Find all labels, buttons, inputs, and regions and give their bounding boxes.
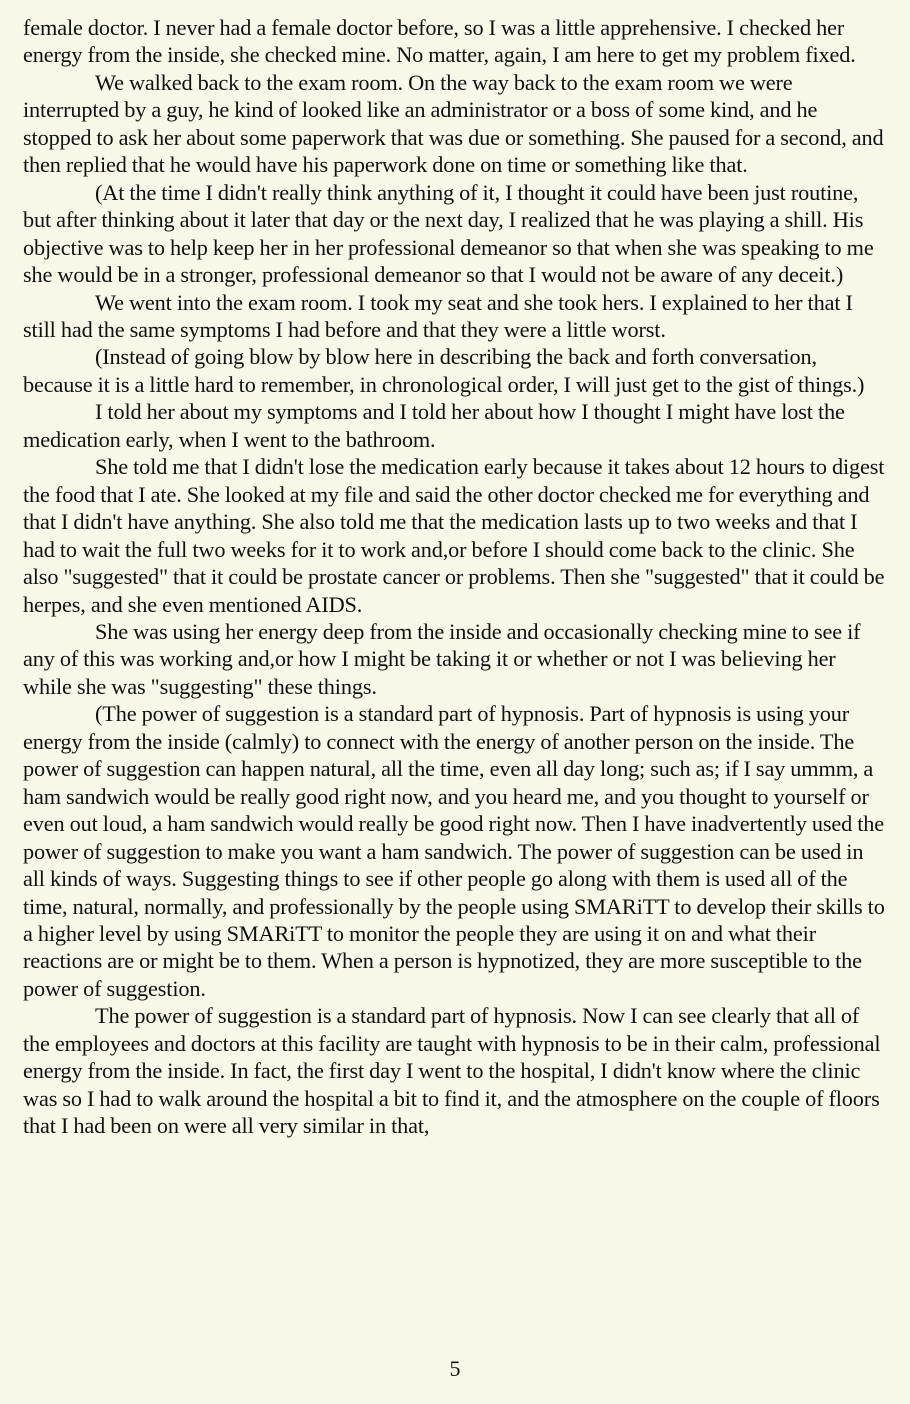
paragraph-2: We walked back to the exam room. On the way back to the exam room we were interrupted by a guy, he kind of looked like an administrator or a boss of some kind, and he stopped to ask her about some paperwork that was due or something. She paused for a second, and then replied that he would have his paperwork done on time or something like that. — [23, 69, 884, 178]
paragraph-3: (At the time I didn't really think anything of it, I thought it could have been just routine, but after thinking about it later that day or the next day, I realized that he was playing a shill. His objective was to help keep her in her professional demeanor so that when she was speaking to me she would be in a stronger, professional demeanor so that I would not be aware of any deceit.) — [23, 179, 874, 288]
paragraph-5: (Instead of going blow by blow here in describing the back and forth conversation, because it is a little hard to remember, in chronological order, I will just get to the gist of things.) — [23, 344, 865, 397]
paragraph-4: We went into the exam room. I took my seat and she took hers. I explained to her that I still had the same symptoms I had before and that they were a little worst. — [23, 289, 853, 342]
paragraph-6: I told her about my symptoms and I told her about how I thought I might have lost the medication early, when I went to the bathroom. — [23, 399, 845, 452]
document-page-body — [23, 14, 889, 1140]
paragraph-8: She was using her energy deep from the inside and occasionally checking mine to see if any of this was working and,or how I might be taking it or whether or not I was believing her while she was "suggesting" these things. — [23, 618, 861, 699]
paragraph-7: She told me that I didn't lose the medication early because it takes about 12 hours to digest the food that I ate. She looked at my file and said the other doctor checked me for everything and that I didn't have anything. She also told me that the medication lasts up to two weeks and that I had to wait the full two weeks for it to work and,or before I should come back to the clinic. She also "suggested" that it could be prostate cancer or problems. Then she "suggested" that it could be herpes, and she even mentioned AIDS. — [23, 454, 885, 617]
paragraph-1: female doctor. I never had a female doctor before, so I was a little apprehensive. I checked her energy from the inside, she checked mine. No matter, again, I am here to get my problem fixed. — [23, 15, 856, 68]
paragraph-9: (The power of suggestion is a standard part of hypnosis. Part of hypnosis is using your energy from the inside (calmly) to connect with the energy of another person on the inside. The power of suggestion can happen natural, all the time, even all day long; such as; if I say ummm, a ham sandwich would be really good right now, and you heard me, and you thought to yourself or even out loud, a ham sandwich would really be good right now. Then I have inadvertently used the power of suggestion to make you want a ham sandwich. The power of suggestion can be used in all kinds of ways. Suggesting things to see if other people go along with them is used all of the time, natural, normally, and professionally by the people using SMARiTT to develop their skills to a higher level by using SMARiTT to monitor the people they are using it on and what their reactions are or might be to them. When a person is hypnotized, they are more susceptible to the power of suggestion. — [23, 701, 885, 1001]
paragraph-10: The power of suggestion is a standard part of hypnosis. Now I can see clearly that all of the employees and doctors at this facility are taught with hypnosis to be in their calm, professional energy from the inside. In fact, the first day I went to the hospital, I didn't know where the clinic was so I had to walk around the hospital a bit to find it, and the atmosphere on the couple of floors that I had been on were all very similar in that, — [23, 1003, 881, 1139]
page-number: 5 — [449, 1356, 461, 1381]
